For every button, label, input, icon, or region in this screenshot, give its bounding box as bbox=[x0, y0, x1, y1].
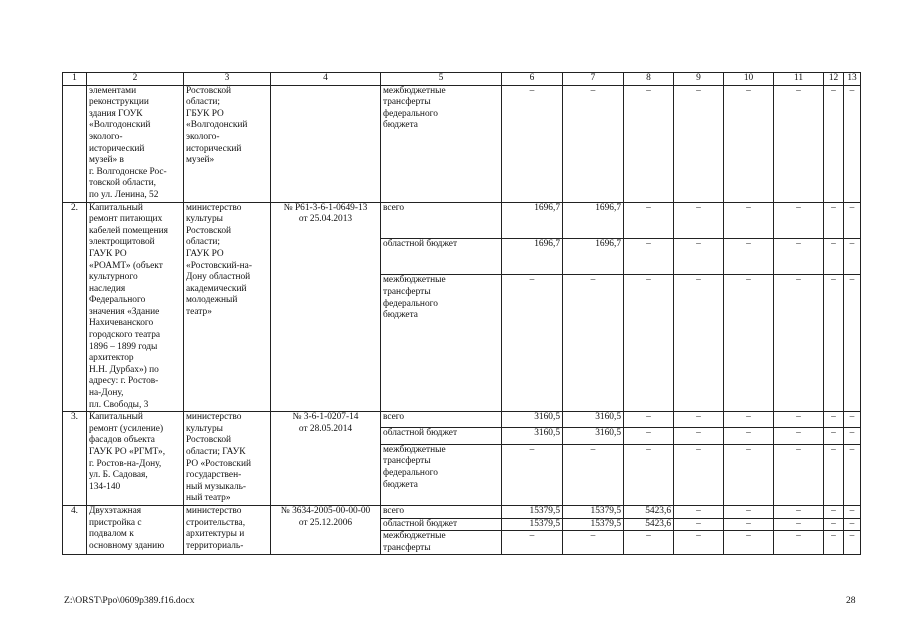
amount-cell: – bbox=[824, 428, 844, 444]
amount-cell: – bbox=[724, 238, 774, 274]
amount-cell: – bbox=[774, 85, 824, 202]
amount-cell: – bbox=[624, 275, 674, 412]
amount-cell: – bbox=[824, 518, 844, 531]
amount-cell: – bbox=[844, 518, 861, 531]
row-number: 3. bbox=[63, 412, 87, 506]
column-number: 1 bbox=[63, 73, 87, 86]
column-number: 3 bbox=[184, 73, 271, 86]
amount-cell: 3160,5 bbox=[563, 412, 624, 428]
column-number: 10 bbox=[724, 73, 774, 86]
amount-cell: – bbox=[844, 531, 861, 555]
amount-cell: – bbox=[824, 531, 844, 555]
amount-cell: – bbox=[674, 518, 724, 531]
funding-source: всего bbox=[381, 505, 502, 518]
document-ref bbox=[271, 85, 381, 202]
amount-cell: – bbox=[844, 85, 861, 202]
amount-cell: – bbox=[724, 505, 774, 518]
amount-cell: 5423,6 bbox=[624, 518, 674, 531]
amount-cell: – bbox=[674, 412, 724, 428]
amount-cell: – bbox=[563, 275, 624, 412]
amount-cell: – bbox=[563, 444, 624, 505]
funding-source: межбюджетные трансферты федерального бюджета bbox=[381, 444, 502, 505]
amount-cell: – bbox=[674, 531, 724, 555]
table-row bbox=[63, 412, 861, 428]
amount-cell: 15379,5 bbox=[502, 505, 563, 518]
row-number: 4. bbox=[63, 505, 87, 554]
amount-cell: – bbox=[624, 531, 674, 555]
amount-cell: – bbox=[624, 85, 674, 202]
funding-source: межбюджетные трансферты федерального бюджета bbox=[381, 85, 502, 202]
page-number: 28 bbox=[846, 595, 856, 606]
table-header-row bbox=[63, 73, 861, 86]
funding-source: областной бюджет bbox=[381, 428, 502, 444]
amount-cell: – bbox=[724, 428, 774, 444]
row-number bbox=[63, 85, 87, 202]
amount-cell: – bbox=[724, 444, 774, 505]
column-number: 2 bbox=[87, 73, 184, 86]
amount-cell: 3160,5 bbox=[563, 428, 624, 444]
amount-cell: – bbox=[824, 238, 844, 274]
table-row bbox=[63, 505, 861, 518]
amount-cell: 1696,7 bbox=[563, 238, 624, 274]
amount-cell: – bbox=[502, 444, 563, 505]
column-number: 6 bbox=[502, 73, 563, 86]
column-number: 4 bbox=[271, 73, 381, 86]
amount-cell: – bbox=[844, 412, 861, 428]
column-number: 5 bbox=[381, 73, 502, 86]
amount-cell: – bbox=[624, 238, 674, 274]
amount-cell: – bbox=[774, 531, 824, 555]
amount-cell: – bbox=[844, 428, 861, 444]
table-row bbox=[63, 202, 861, 238]
amount-cell: – bbox=[724, 518, 774, 531]
amount-cell: – bbox=[774, 412, 824, 428]
amount-cell: – bbox=[624, 444, 674, 505]
amount-cell: 1696,7 bbox=[563, 202, 624, 238]
amount-cell: – bbox=[844, 202, 861, 238]
amount-cell: – bbox=[844, 238, 861, 274]
amount-cell: – bbox=[674, 202, 724, 238]
amount-cell: – bbox=[724, 275, 774, 412]
amount-cell: – bbox=[774, 518, 824, 531]
funding-source: областной бюджет bbox=[381, 518, 502, 531]
object-name: Капитальный ремонт (усиление) фасадов объекта ГАУК РО «РГМТ», г. Ростов-на-Дону, ул. Б. Садовая, 134-140 bbox=[87, 412, 184, 506]
amount-cell: – bbox=[563, 531, 624, 555]
amount-cell: – bbox=[774, 238, 824, 274]
document-ref: № 3634-2005-00-00-00 от 25.12.2006 bbox=[271, 505, 381, 554]
amount-cell: – bbox=[844, 444, 861, 505]
funding-source: межбюджетные трансферты федерального бюджета bbox=[381, 275, 502, 412]
budget-table bbox=[62, 72, 861, 555]
amount-cell: 5423,6 bbox=[624, 505, 674, 518]
amount-cell: – bbox=[502, 85, 563, 202]
amount-cell: 1696,7 bbox=[502, 202, 563, 238]
object-name: Капитальный ремонт питающих кабелей помещения электрощитовой ГАУК РО «РОАМТ» (объект культурного наследия Федерального значения «Здание Нахичеванского городского театра 1896 – 1899 годы архитектор Н.Н. Дурбах») по адресу: г. Ростов- на-Дону, пл. Свободы, 3 bbox=[87, 202, 184, 412]
amount-cell: 15379,5 bbox=[563, 505, 624, 518]
column-number: 11 bbox=[774, 73, 824, 86]
amount-cell: – bbox=[774, 428, 824, 444]
object-name: Двухэтажная пристройка с подвалом к основному зданию bbox=[87, 505, 184, 554]
funding-source: межбюджетные трансферты bbox=[381, 531, 502, 555]
customer-name: Ростовской области; ГБУК РО «Волгодонский эколого- исторический музей» bbox=[184, 85, 271, 202]
table-row bbox=[63, 85, 861, 202]
amount-cell: – bbox=[674, 444, 724, 505]
customer-name: министерство строительства, архитектуры и территориаль- bbox=[184, 505, 271, 554]
amount-cell: – bbox=[844, 505, 861, 518]
amount-cell: – bbox=[563, 85, 624, 202]
funding-source: всего bbox=[381, 412, 502, 428]
customer-name: министерство культуры Ростовской области; ГАУК РО «Ростовский-на- Дону областной академический молодежный театр» bbox=[184, 202, 271, 412]
amount-cell: 15379,5 bbox=[502, 518, 563, 531]
column-number: 12 bbox=[824, 73, 844, 86]
amount-cell: – bbox=[824, 275, 844, 412]
amount-cell: – bbox=[624, 412, 674, 428]
amount-cell: – bbox=[774, 275, 824, 412]
column-number: 9 bbox=[674, 73, 724, 86]
amount-cell: – bbox=[502, 531, 563, 555]
amount-cell: 3160,5 bbox=[502, 412, 563, 428]
amount-cell: – bbox=[724, 202, 774, 238]
amount-cell: – bbox=[674, 275, 724, 412]
amount-cell: – bbox=[824, 85, 844, 202]
amount-cell: – bbox=[502, 275, 563, 412]
amount-cell: 3160,5 bbox=[502, 428, 563, 444]
column-number: 7 bbox=[563, 73, 624, 86]
amount-cell: 15379,5 bbox=[563, 518, 624, 531]
document-ref: № Р61-3-6-1-0649-13 от 25.04.2013 bbox=[271, 202, 381, 412]
amount-cell: – bbox=[674, 505, 724, 518]
amount-cell: – bbox=[824, 505, 844, 518]
column-number: 8 bbox=[624, 73, 674, 86]
object-name: элементами реконструкции здания ГОУК «Волгодонский эколого- исторический музей» в г. Волгодонске Рос- товской области, по ул. Ленина, 52 bbox=[87, 85, 184, 202]
column-number: 13 bbox=[844, 73, 861, 86]
amount-cell: – bbox=[774, 505, 824, 518]
amount-cell: – bbox=[674, 85, 724, 202]
amount-cell: – bbox=[624, 202, 674, 238]
document-ref: № 3-6-1-0207-14 от 28.05.2014 bbox=[271, 412, 381, 506]
amount-cell: – bbox=[724, 412, 774, 428]
footer-file-path: Z:\ORST\Ppo\0609p389.f16.docx bbox=[64, 595, 195, 606]
amount-cell: – bbox=[844, 275, 861, 412]
amount-cell: – bbox=[774, 444, 824, 505]
amount-cell: – bbox=[824, 412, 844, 428]
funding-source: областной бюджет bbox=[381, 238, 502, 274]
amount-cell: – bbox=[824, 444, 844, 505]
amount-cell: – bbox=[674, 428, 724, 444]
amount-cell: – bbox=[824, 202, 844, 238]
row-number: 2. bbox=[63, 202, 87, 412]
amount-cell: – bbox=[624, 428, 674, 444]
amount-cell: – bbox=[724, 531, 774, 555]
amount-cell: 1696,7 bbox=[502, 238, 563, 274]
amount-cell: – bbox=[724, 85, 774, 202]
amount-cell: – bbox=[774, 202, 824, 238]
amount-cell: – bbox=[674, 238, 724, 274]
funding-source: всего bbox=[381, 202, 502, 238]
customer-name: министерство культуры Ростовской области; ГАУК РО «Ростовский государствен- ный музыкаль- ный театр» bbox=[184, 412, 271, 506]
